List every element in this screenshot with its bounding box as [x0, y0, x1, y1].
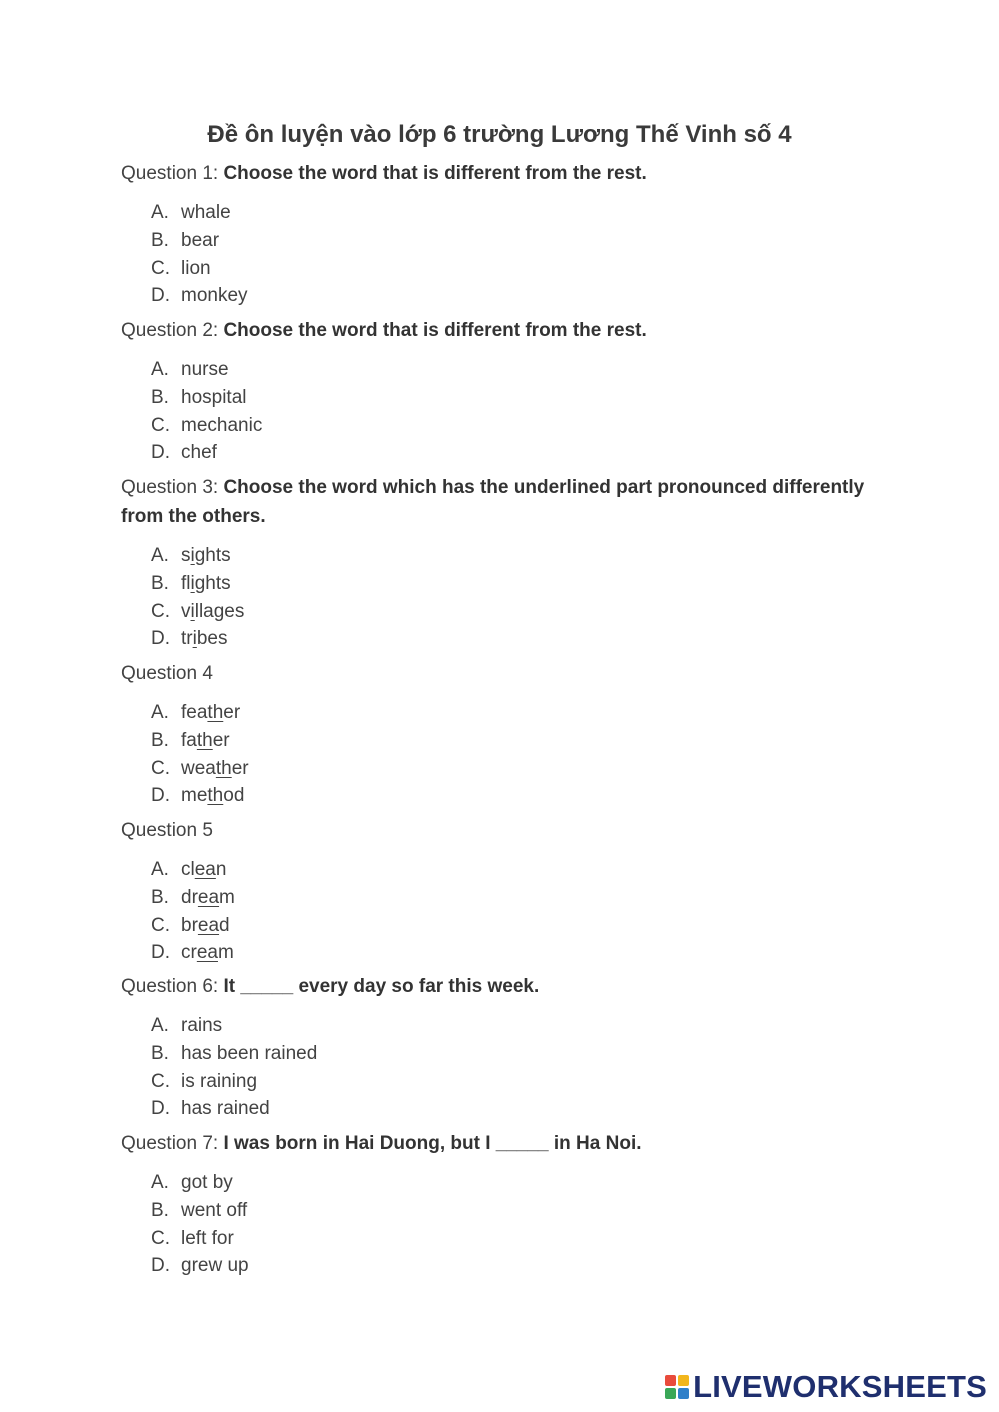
word-part: v: [181, 600, 191, 622]
word-part: ghts: [194, 545, 231, 566]
option-letter: A.: [151, 359, 169, 380]
option-b[interactable]: [151, 727, 249, 755]
option-letter: B.: [151, 229, 169, 251]
options-list: [151, 356, 262, 467]
word-part: n: [215, 859, 227, 880]
word-part: cl: [181, 859, 195, 880]
underlined-part: th: [207, 785, 224, 807]
page-title: Đề ôn luyện vào lớp 6 trường Lương Thế Vinh số 4: [207, 121, 792, 148]
option-letter: B.: [151, 1199, 169, 1221]
question-2: [121, 317, 881, 346]
option-text: chef: [181, 442, 217, 464]
option-text: lion: [181, 257, 211, 279]
option-text: [181, 702, 240, 723]
question-label: Question 7:: [121, 1133, 224, 1154]
underlined-part: i: [190, 545, 195, 566]
option-d[interactable]: [151, 1252, 249, 1280]
word-part: m: [219, 886, 235, 908]
option-c[interactable]: [151, 1225, 249, 1253]
logo-tile: [678, 1375, 689, 1386]
option-a[interactable]: [151, 199, 248, 227]
option-c[interactable]: [151, 255, 248, 283]
word-part: fea: [181, 702, 208, 723]
option-a[interactable]: [151, 356, 262, 384]
question-6: [121, 973, 881, 1002]
option-letter: C.: [151, 757, 170, 779]
option-letter: C.: [151, 414, 170, 436]
word-part: llages: [194, 600, 245, 622]
option-letter: D.: [151, 942, 170, 964]
option-text: whale: [181, 202, 231, 223]
underlined-part: ea: [197, 886, 220, 908]
option-d[interactable]: [151, 439, 262, 467]
question-instruction: Choose the word that is different from the rest.: [223, 163, 647, 184]
option-text: grew up: [181, 1255, 249, 1277]
option-c[interactable]: [151, 912, 235, 940]
option-text: [181, 573, 231, 594]
option-text: [181, 859, 226, 880]
option-a[interactable]: [151, 856, 235, 884]
options-list: [151, 1169, 249, 1280]
question-instruction: Choose the word that is different from the rest.: [223, 320, 647, 341]
option-letter: B.: [151, 572, 169, 594]
options-list: [151, 699, 249, 810]
option-text: [181, 785, 244, 806]
liveworksheets-logo: [665, 1369, 987, 1404]
word-part: od: [223, 785, 245, 807]
question-label: Question 5: [121, 820, 213, 841]
options-list: [151, 856, 235, 967]
option-text: [181, 915, 230, 936]
option-text: mechanic: [181, 414, 263, 436]
option-text: left for: [181, 1227, 234, 1249]
underlined-part: ea: [194, 859, 216, 880]
option-letter: C.: [151, 600, 170, 622]
option-letter: A.: [151, 1015, 169, 1036]
option-text: [181, 730, 230, 751]
option-letter: A.: [151, 202, 169, 223]
word-part: me: [181, 785, 208, 807]
option-a[interactable]: [151, 1012, 317, 1040]
option-b[interactable]: [151, 384, 262, 412]
question-label: Question 6:: [121, 976, 224, 997]
option-c[interactable]: [151, 1068, 317, 1096]
option-d[interactable]: [151, 625, 244, 653]
question-3: [121, 474, 881, 531]
option-letter: D.: [151, 628, 170, 650]
underlined-part: i: [190, 600, 195, 622]
question-label: Question 3:: [121, 477, 224, 498]
option-b[interactable]: [151, 1040, 317, 1068]
option-letter: D.: [151, 785, 170, 807]
question-label: Question 2:: [121, 320, 224, 341]
option-b[interactable]: [151, 570, 244, 598]
word-part: wea: [181, 757, 216, 779]
question-label: Question 4: [121, 663, 213, 684]
option-text: is raining: [181, 1070, 258, 1092]
option-a[interactable]: [151, 1169, 249, 1197]
logo-tiles-icon: [665, 1375, 689, 1399]
option-letter: A.: [151, 545, 169, 566]
question-4: [121, 660, 881, 689]
option-text: [181, 758, 249, 779]
option-text: monkey: [181, 285, 248, 307]
underlined-part: ea: [196, 942, 218, 964]
word-part: fl: [181, 572, 191, 594]
word-part: m: [217, 942, 234, 964]
question-1: [121, 160, 881, 189]
logo-tile: [665, 1388, 676, 1399]
option-text: bear: [181, 229, 220, 251]
option-d[interactable]: [151, 939, 235, 967]
question-5: [121, 817, 881, 846]
option-text: [181, 601, 244, 622]
option-letter: C.: [151, 1227, 170, 1249]
option-text: [181, 628, 227, 649]
underlined-part: i: [190, 572, 195, 594]
word-part: cr: [181, 942, 197, 964]
option-letter: A.: [151, 1172, 169, 1193]
option-text: has been rained: [181, 1042, 318, 1064]
option-a[interactable]: [151, 699, 249, 727]
option-text: hospital: [181, 386, 247, 408]
option-c[interactable]: [151, 412, 262, 440]
question-instruction: Choose the word which has the underlined part pronounced differently from the others.: [121, 477, 865, 527]
question-instruction: It _____ every day so far this week.: [223, 976, 540, 997]
question-label: Question 1:: [121, 163, 224, 184]
word-part: d: [219, 914, 230, 936]
option-letter: B.: [151, 886, 169, 908]
option-text: went off: [181, 1199, 248, 1221]
option-letter: D.: [151, 442, 170, 464]
word-part: er: [212, 729, 230, 751]
option-text: nurse: [181, 359, 229, 380]
option-letter: A.: [151, 859, 169, 880]
option-letter: C.: [151, 257, 170, 279]
option-d[interactable]: [151, 282, 248, 310]
option-text: has rained: [181, 1098, 270, 1120]
option-letter: D.: [151, 1098, 170, 1120]
option-letter: A.: [151, 702, 169, 723]
underlined-part: i: [192, 628, 197, 650]
word-part: ghts: [194, 572, 231, 594]
question-instruction: I was born in Hai Duong, but I _____ in Ha Noi.: [223, 1133, 642, 1154]
options-list: [151, 1012, 317, 1123]
option-a[interactable]: [151, 542, 244, 570]
option-letter: D.: [151, 1255, 170, 1277]
option-b[interactable]: [151, 884, 235, 912]
underlined-part: ea: [197, 914, 220, 936]
underlined-part: th: [215, 757, 232, 779]
word-part: bes: [196, 628, 228, 650]
option-d[interactable]: [151, 1095, 317, 1123]
option-letter: B.: [151, 729, 169, 751]
options-list: [151, 199, 248, 310]
option-b[interactable]: [151, 227, 248, 255]
option-letter: D.: [151, 285, 170, 307]
word-part: dr: [181, 886, 198, 908]
word-part: s: [181, 545, 191, 566]
word-part: er: [223, 702, 241, 723]
option-b[interactable]: [151, 1197, 249, 1225]
option-c[interactable]: [151, 755, 249, 783]
word-part: fa: [181, 729, 197, 751]
option-d[interactable]: [151, 782, 249, 810]
logo-tile: [665, 1375, 676, 1386]
option-text: [181, 545, 231, 566]
question-7: [121, 1130, 881, 1159]
option-letter: C.: [151, 1070, 170, 1092]
logo-text: LIVEWORKSHEETS: [693, 1369, 987, 1404]
option-letter: B.: [151, 386, 169, 408]
option-letter: C.: [151, 914, 170, 936]
option-text: rains: [181, 1015, 223, 1036]
word-part: br: [181, 914, 198, 936]
option-letter: B.: [151, 1042, 169, 1064]
logo-tile: [678, 1388, 689, 1399]
option-text: got by: [181, 1172, 233, 1193]
underlined-part: th: [196, 729, 213, 751]
word-part: er: [231, 757, 249, 779]
option-text: [181, 887, 235, 908]
option-c[interactable]: [151, 598, 244, 626]
options-list: [151, 542, 244, 653]
word-part: tr: [181, 628, 193, 650]
underlined-part: th: [207, 702, 224, 723]
option-text: [181, 942, 234, 963]
